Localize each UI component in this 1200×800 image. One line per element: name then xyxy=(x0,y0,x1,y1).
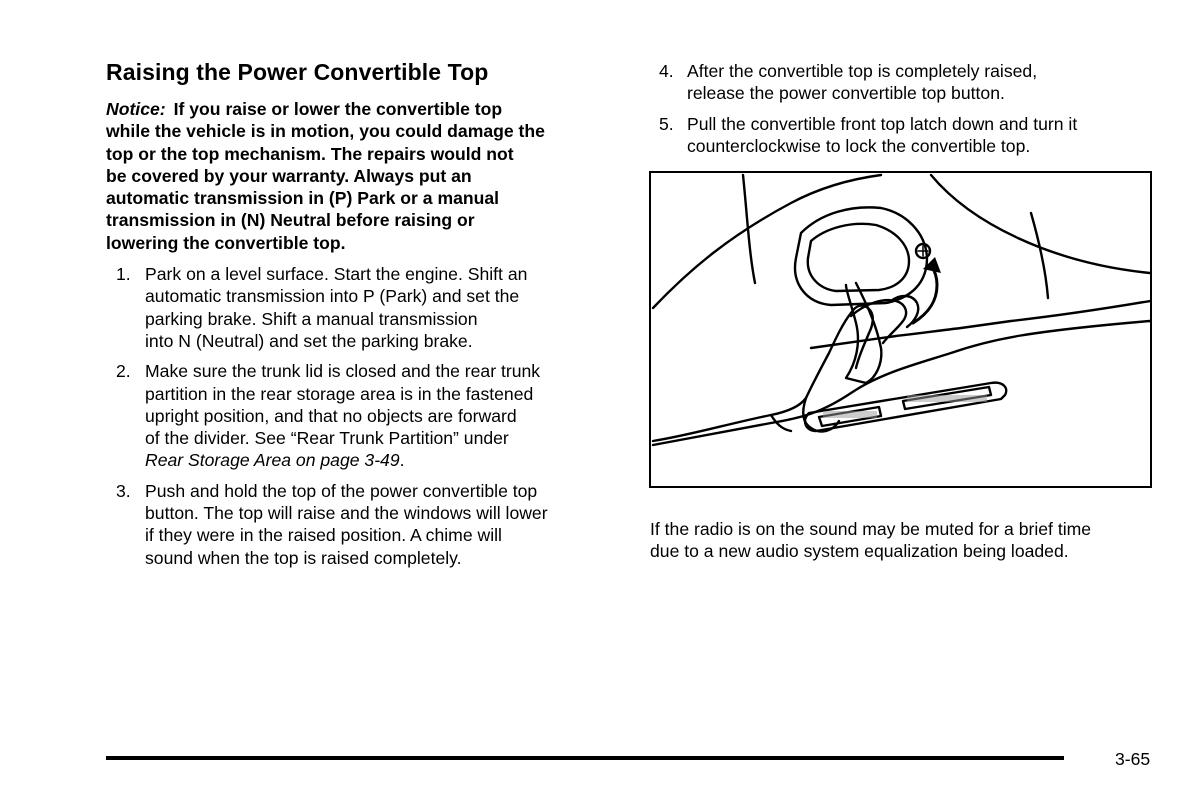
step-number: 5. xyxy=(659,113,674,134)
convertible-latch-illustration xyxy=(649,171,1152,488)
notice-paragraph xyxy=(106,98,616,254)
right-column xyxy=(650,60,1160,165)
cross-reference-link[interactable]: Rear Storage Area on page 3-49 xyxy=(145,450,400,471)
step-line: sound when the top is raised completely. xyxy=(145,547,462,568)
step-item xyxy=(106,360,616,471)
notice-line: transmission in (N) Neutral before raising or xyxy=(106,210,475,231)
step-line: Park on a level surface. Start the engine. Shift an xyxy=(145,264,528,285)
notice-line: lowering the convertible top. xyxy=(106,232,346,253)
steps-list-left xyxy=(106,263,616,569)
notice-line: while the vehicle is in motion, you could damage the xyxy=(106,121,545,142)
notice-line: If you raise or lower the convertible top xyxy=(173,99,503,119)
step-number: 3. xyxy=(116,480,131,501)
step-line: into N (Neutral) and set the parking brake. xyxy=(145,330,473,351)
footer-rule xyxy=(106,756,1064,760)
step-line: Push and hold the top of the power convertible top xyxy=(145,480,538,501)
step-item xyxy=(650,113,1160,158)
latch-drawing xyxy=(651,173,1150,486)
step-line: Make sure the trunk lid is closed and the rear trunk xyxy=(145,361,541,382)
notice-line: be covered by your warranty. Always put an xyxy=(106,165,472,186)
step-line: partition in the rear storage area is in the fastened xyxy=(145,383,534,404)
step-line: upright position, and that no objects are forward xyxy=(145,405,517,426)
notice-line: automatic transmission in (P) Park or a manual xyxy=(106,188,500,209)
step-item xyxy=(106,480,616,569)
step-line: counterclockwise to lock the convertible top. xyxy=(687,135,1031,156)
caption-line: If the radio is on the sound may be muted for a brief time xyxy=(650,519,1092,539)
notice-label: Notice: xyxy=(106,99,166,119)
link-suffix: . xyxy=(399,450,405,471)
step-line: button. The top will raise and the windows will lower xyxy=(145,503,548,524)
step-line: release the power convertible top button. xyxy=(687,83,1005,104)
step-line: if they were in the raised position. A chime will xyxy=(145,525,502,546)
step-line: automatic transmission into P (Park) and set the xyxy=(145,286,520,307)
step-link-line xyxy=(145,449,616,471)
step-line: of the divider. See “Rear Trunk Partition” under xyxy=(145,428,509,449)
caption-paragraph xyxy=(650,518,1160,563)
step-number: 4. xyxy=(659,61,674,81)
step-number: 2. xyxy=(116,361,131,382)
caption-line: due to a new audio system equalization being loaded. xyxy=(650,541,1069,562)
page-number: 3-65 xyxy=(1115,749,1151,769)
step-line: parking brake. Shift a manual transmission xyxy=(145,308,478,329)
section-heading: Raising the Power Convertible Top xyxy=(106,59,489,85)
left-column xyxy=(106,56,616,577)
step-line: Pull the convertible front top latch down and turn it xyxy=(687,113,1078,134)
steps-list-right xyxy=(650,60,1160,157)
step-line: After the convertible top is completely raised, xyxy=(687,61,1038,81)
step-item xyxy=(106,263,616,352)
notice-line: top or the top mechanism. The repairs would not xyxy=(106,143,514,164)
step-number: 1. xyxy=(116,264,131,285)
step-item xyxy=(650,60,1160,105)
